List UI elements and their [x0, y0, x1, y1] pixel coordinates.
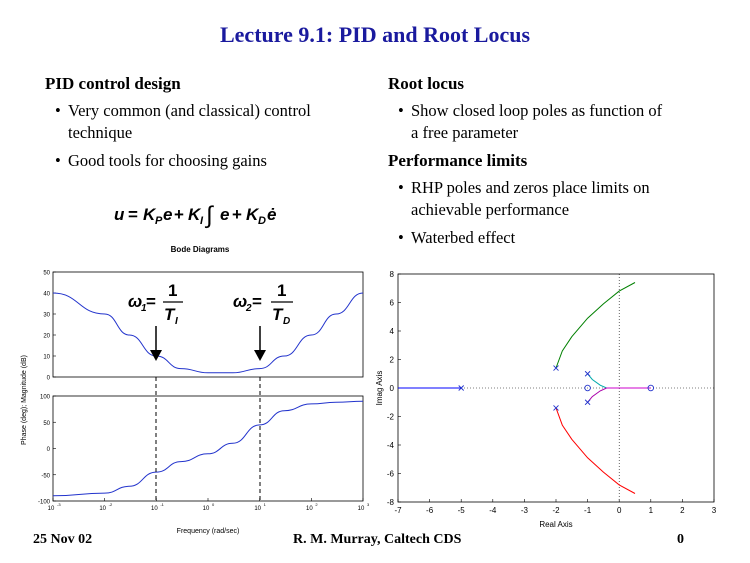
magnitude-y-tick-label: 20: [43, 333, 50, 340]
imag-axis-tick-label: 8: [389, 270, 394, 279]
performance-heading: Performance limits: [388, 151, 528, 170]
svg-text:=: =: [146, 292, 156, 311]
svg-text:T: T: [272, 305, 283, 324]
bode-x-tick-label: 10: [357, 506, 365, 512]
performance-bullet-1-cont: achievable performance: [411, 200, 570, 219]
bullet-dot: •: [398, 228, 404, 247]
real-axis-label: Real Axis: [539, 520, 573, 529]
imag-axis-tick-label: 4: [389, 327, 394, 336]
svg-text:D: D: [283, 316, 291, 327]
root-locus-branch: [588, 374, 607, 388]
magnitude-series-line: [53, 293, 363, 373]
svg-text:=: =: [252, 292, 262, 311]
imag-axis-tick-label: -8: [386, 498, 394, 507]
eq-kd-sub: D: [258, 215, 266, 227]
bode-x-tick-label: 10: [47, 506, 55, 512]
pole-marker: [554, 366, 559, 371]
magnitude-y-tick-label: 0: [46, 375, 50, 382]
omega1-annotation: [128, 281, 183, 327]
root-locus-heading: Root locus: [388, 74, 465, 93]
svg-text:ω: ω: [233, 292, 248, 311]
eq-u: u: [114, 205, 125, 224]
bode-x-tick-label: 10: [99, 506, 107, 512]
real-axis-tick-label: -5: [457, 506, 465, 515]
slide-title: Lecture 9.1: PID and Root Locus: [219, 22, 531, 47]
eq-plus1: +: [174, 205, 184, 224]
bode-x-tick-exponent: -3: [57, 502, 61, 507]
root-locus-branch: [556, 283, 635, 369]
footer-page: 0: [677, 532, 684, 547]
bode-diagram: [0, 240, 375, 540]
bode-x-tick-label: 10: [254, 506, 262, 512]
pole-marker: [585, 371, 590, 376]
bode-ylabel: Phase (deg); Magnitude (dB): [21, 355, 28, 445]
phase-axes: [53, 396, 363, 501]
footer-author: R. M. Murray, Caltech CDS: [293, 532, 462, 547]
real-axis-tick-label: -3: [520, 506, 528, 515]
pid-bullet-2: • Good tools for choosing gains: [55, 151, 267, 170]
omega2-annotation: [233, 281, 293, 327]
real-axis-tick-label: -2: [552, 506, 560, 515]
eq-ki-sub: I: [200, 215, 204, 227]
bode-x-tick-label: 10: [202, 506, 210, 512]
magnitude-y-tick-label: 30: [43, 312, 50, 319]
phase-series-line: [53, 401, 363, 496]
root-locus-plot: [370, 262, 745, 534]
imag-axis-label: Imag Axis: [375, 370, 384, 406]
phase-y-tick-label: 0: [46, 447, 50, 453]
bode-x-tick-label: 10: [150, 506, 158, 512]
root-locus-branch: [556, 408, 635, 494]
eq-e1: e: [163, 205, 173, 224]
bullet-dot: •: [398, 101, 404, 120]
pid-heading: PID control design: [45, 74, 181, 93]
imag-axis-tick-label: -4: [386, 441, 394, 450]
real-axis-tick-label: 0: [616, 506, 622, 515]
bode-x-tick-exponent: 2: [315, 502, 318, 507]
real-axis-tick-label: 2: [680, 506, 685, 515]
magnitude-y-tick-label: 40: [43, 291, 50, 298]
eq-integral: ∫: [206, 202, 213, 229]
svg-text:1: 1: [168, 281, 178, 300]
bode-x-tick-exponent: -2: [108, 502, 113, 507]
real-axis-tick-label: 1: [648, 506, 654, 515]
imag-axis-tick-label: -6: [386, 469, 394, 479]
eq-plus2: +: [232, 205, 242, 224]
eq-kp-sub: P: [155, 215, 163, 227]
svg-text:ω: ω: [128, 292, 143, 311]
bode-x-tick-exponent: 3: [367, 502, 370, 507]
root-locus-branch: [588, 388, 607, 402]
pid-equation: [110, 200, 310, 232]
imag-axis-tick-label: -2: [386, 412, 394, 422]
performance-bullet-1: • RHP poles and zeros place limits on: [398, 178, 650, 197]
magnitude-y-tick-label: 50: [43, 270, 50, 277]
bode-x-tick-exponent: 0: [212, 502, 215, 507]
imag-axis-tick-label: 6: [389, 298, 394, 308]
bode-xlabel: Frequency (rad/sec): [176, 528, 240, 535]
eq-kd: K: [246, 205, 259, 224]
arrow-omega2-head: [254, 350, 266, 361]
real-axis-tick-label: -4: [489, 506, 497, 515]
root-locus-bullet-1: • Show closed loop poles as function of: [398, 101, 663, 120]
real-axis-tick-label: 3: [711, 506, 717, 515]
svg-text:I: I: [175, 316, 178, 327]
pole-marker: [554, 405, 559, 410]
eq-edot: ė: [267, 205, 277, 224]
bullet-dot: •: [55, 151, 61, 170]
eq-kp: K: [143, 205, 156, 224]
bode-x-tick-label: 10: [305, 506, 313, 512]
pid-bullet-1: • Very common (and classical) control: [55, 101, 311, 120]
phase-y-tick-label: 50: [43, 420, 50, 427]
pole-marker: [585, 400, 590, 405]
bode-title: Bode Diagrams: [170, 245, 230, 254]
eq-ki: K: [188, 205, 201, 224]
imag-axis-tick-label: 0: [389, 384, 394, 393]
phase-y-tick-label: 100: [39, 394, 50, 401]
real-axis-tick-label: -6: [426, 506, 434, 515]
phase-y-tick-label: -50: [41, 473, 50, 480]
performance-bullet-2: • Waterbed effect: [398, 228, 516, 247]
bode-x-tick-exponent: 1: [263, 502, 266, 507]
footer-date: 25 Nov 02: [33, 532, 93, 547]
pid-bullet-1-cont: technique: [68, 123, 133, 142]
bullet-dot: •: [398, 178, 404, 197]
real-axis-tick-label: -1: [584, 506, 592, 515]
real-axis-tick-label: -7: [394, 506, 402, 515]
svg-text:2: 2: [246, 303, 252, 314]
eq-e2: e: [220, 205, 230, 224]
magnitude-y-tick-label: 10: [43, 354, 50, 361]
svg-text:1: 1: [277, 281, 287, 300]
bullet-dot: •: [55, 101, 61, 120]
bode-x-tick-exponent: -1: [160, 502, 164, 507]
magnitude-axes: [53, 272, 363, 377]
svg-text:1: 1: [141, 303, 147, 314]
eq-equals: =: [128, 205, 138, 224]
svg-text:T: T: [164, 305, 175, 324]
root-locus-bullet-1-cont: a free parameter: [411, 123, 519, 142]
imag-axis-tick-label: 2: [389, 355, 394, 365]
phase-y-tick-label: -100: [37, 499, 50, 506]
